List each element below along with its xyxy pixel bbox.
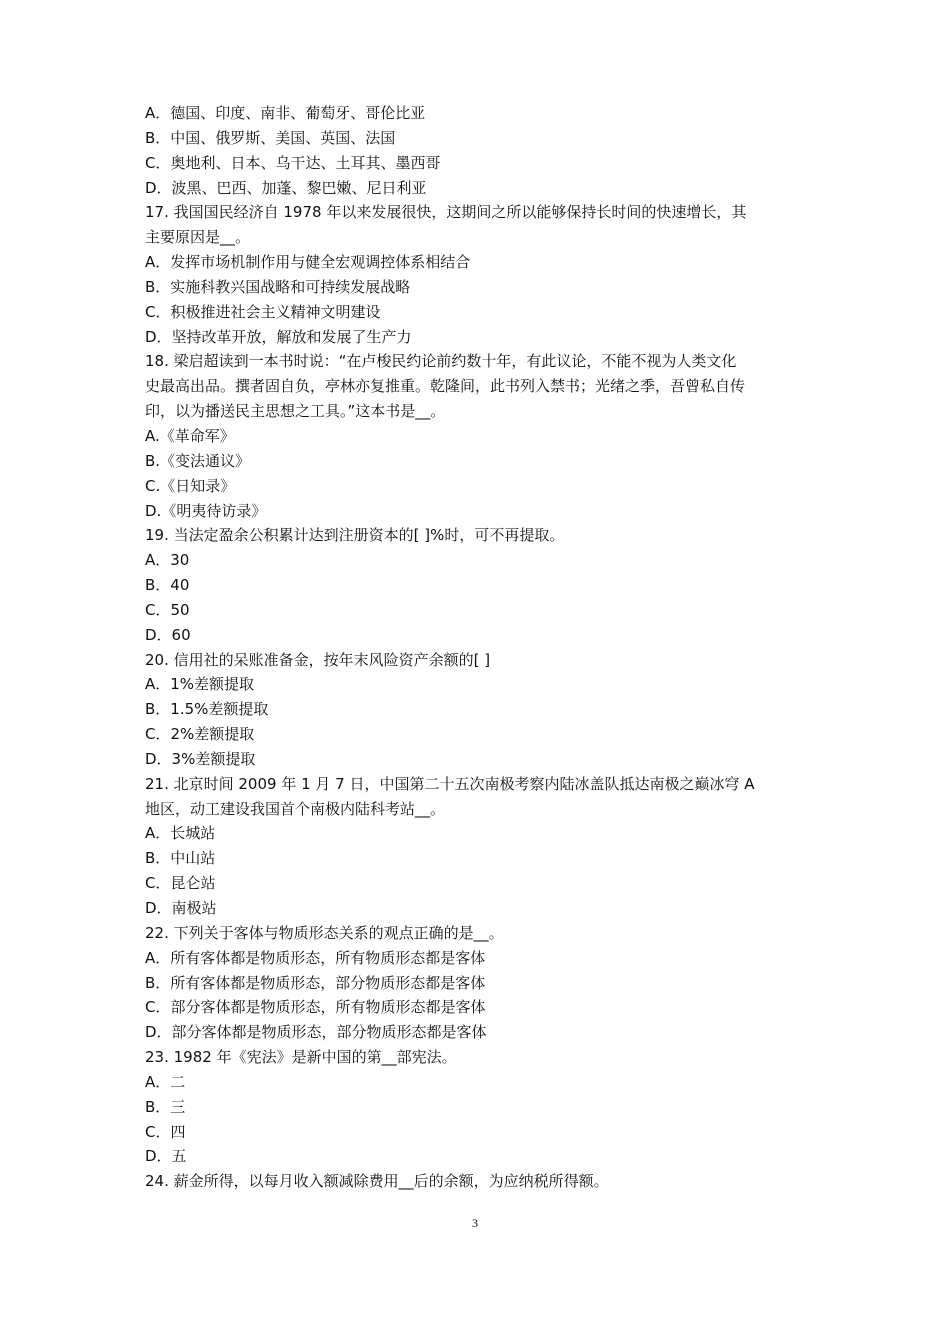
text-line: B．1.5%差额提取 (145, 700, 269, 719)
text-line: 史最高出品。撰者固自负，亭林亦复推重。乾隆间，此书列入禁书；光绪之季，吾曾私自传 (145, 377, 746, 396)
text-line: B.《变法通议》 (145, 451, 251, 470)
question-line: 20. 信用社的呆账准备金，按年末风险资产余额的[ ] (145, 650, 491, 669)
text-line: A．二 (145, 1072, 186, 1091)
question-line: 24. 薪金所得，以每月收入额减除费用__后的余额，为应纳税所得额。 (145, 1172, 609, 1191)
text-line: B．所有客体都是物质形态，部分物质形态都是客体 (145, 973, 486, 992)
question-line: 23. 1982 年《宪法》是新中国的第__部宪法。 (145, 1048, 457, 1067)
text-line: A．德国、印度、南非、葡萄牙、哥伦比亚 (145, 104, 426, 122)
text-line: D．五 (145, 1147, 187, 1166)
text-line: B．实施科教兴国战略和可持续发展战略 (145, 277, 411, 296)
text-line: C．积极推进社会主义精神文明建设 (145, 302, 381, 321)
page-content (145, 101, 825, 1194)
text-line: C.《日知录》 (145, 476, 236, 495)
text-line: D．波黑、巴西、加蓬、黎巴嫩、尼日利亚 (145, 178, 427, 197)
question-line: 21. 北京时间 2009 年 1 月 7 日，中国第二十五次南极考察内陆冰盖队抵达南极之巅冰穹 A (145, 774, 755, 793)
question-line: 22. 下列关于客体与物质形态关系的观点正确的是__。 (145, 923, 504, 942)
question-line: 18. 梁启超读到一本书时说：“在卢梭民约论前约数十年，有此议论，不能不视为人类文化 (145, 352, 737, 371)
text-line: D．60 (145, 625, 191, 644)
question-line: 17. 我国国民经济自 1978 年以来发展很快，这期间之所以能够保持长时间的快速增长，其 (145, 203, 747, 222)
text-line: C．昆仑站 (145, 874, 216, 893)
text-line: D.《明夷待访录》 (145, 501, 267, 520)
text-line: C．部分客体都是物质形态，所有物质形态都是客体 (145, 998, 486, 1017)
text-line: B．三 (145, 1097, 186, 1116)
text-line: B．中国、俄罗斯、美国、英国、法国 (145, 128, 396, 147)
text-line: A．发挥市场机制作用与健全宏观调控体系相结合 (145, 253, 471, 272)
page-number: 3 (472, 1216, 478, 1230)
text-line: 印，以为播送民主思想之工具。”这本书是__。 (145, 402, 446, 421)
text-line: A．30 (145, 551, 190, 570)
text-line: D．坚持改革开放，解放和发展了生产力 (145, 327, 412, 346)
text-line: A．所有客体都是物质形态，所有物质形态都是客体 (145, 948, 486, 967)
text-line: B．中山站 (145, 849, 216, 868)
question-line: 19. 当法定盈余公积累计达到注册资本的[ ]%时，可不再提取。 (145, 526, 565, 545)
text-line: 主要原因是__。 (145, 228, 251, 247)
text-line: A.《革命军》 (145, 426, 235, 445)
text-line: C．四 (145, 1122, 186, 1141)
text-line: A．1%差额提取 (145, 675, 255, 694)
text-line: B．40 (145, 576, 190, 595)
text-line: C．2%差额提取 (145, 725, 255, 744)
text-line: C．50 (145, 600, 190, 619)
text-line: D．部分客体都是物质形态，部分物质形态都是客体 (145, 1023, 487, 1042)
text-line: 地区，动工建设我国首个南极内陆科考站__。 (145, 799, 446, 818)
text-line: A．长城站 (145, 824, 216, 843)
text-line: C．奥地利、日本、乌干达、土耳其、墨西哥 (145, 153, 441, 172)
text-line: D．3%差额提取 (145, 749, 256, 768)
text-line: D．南极站 (145, 899, 217, 917)
